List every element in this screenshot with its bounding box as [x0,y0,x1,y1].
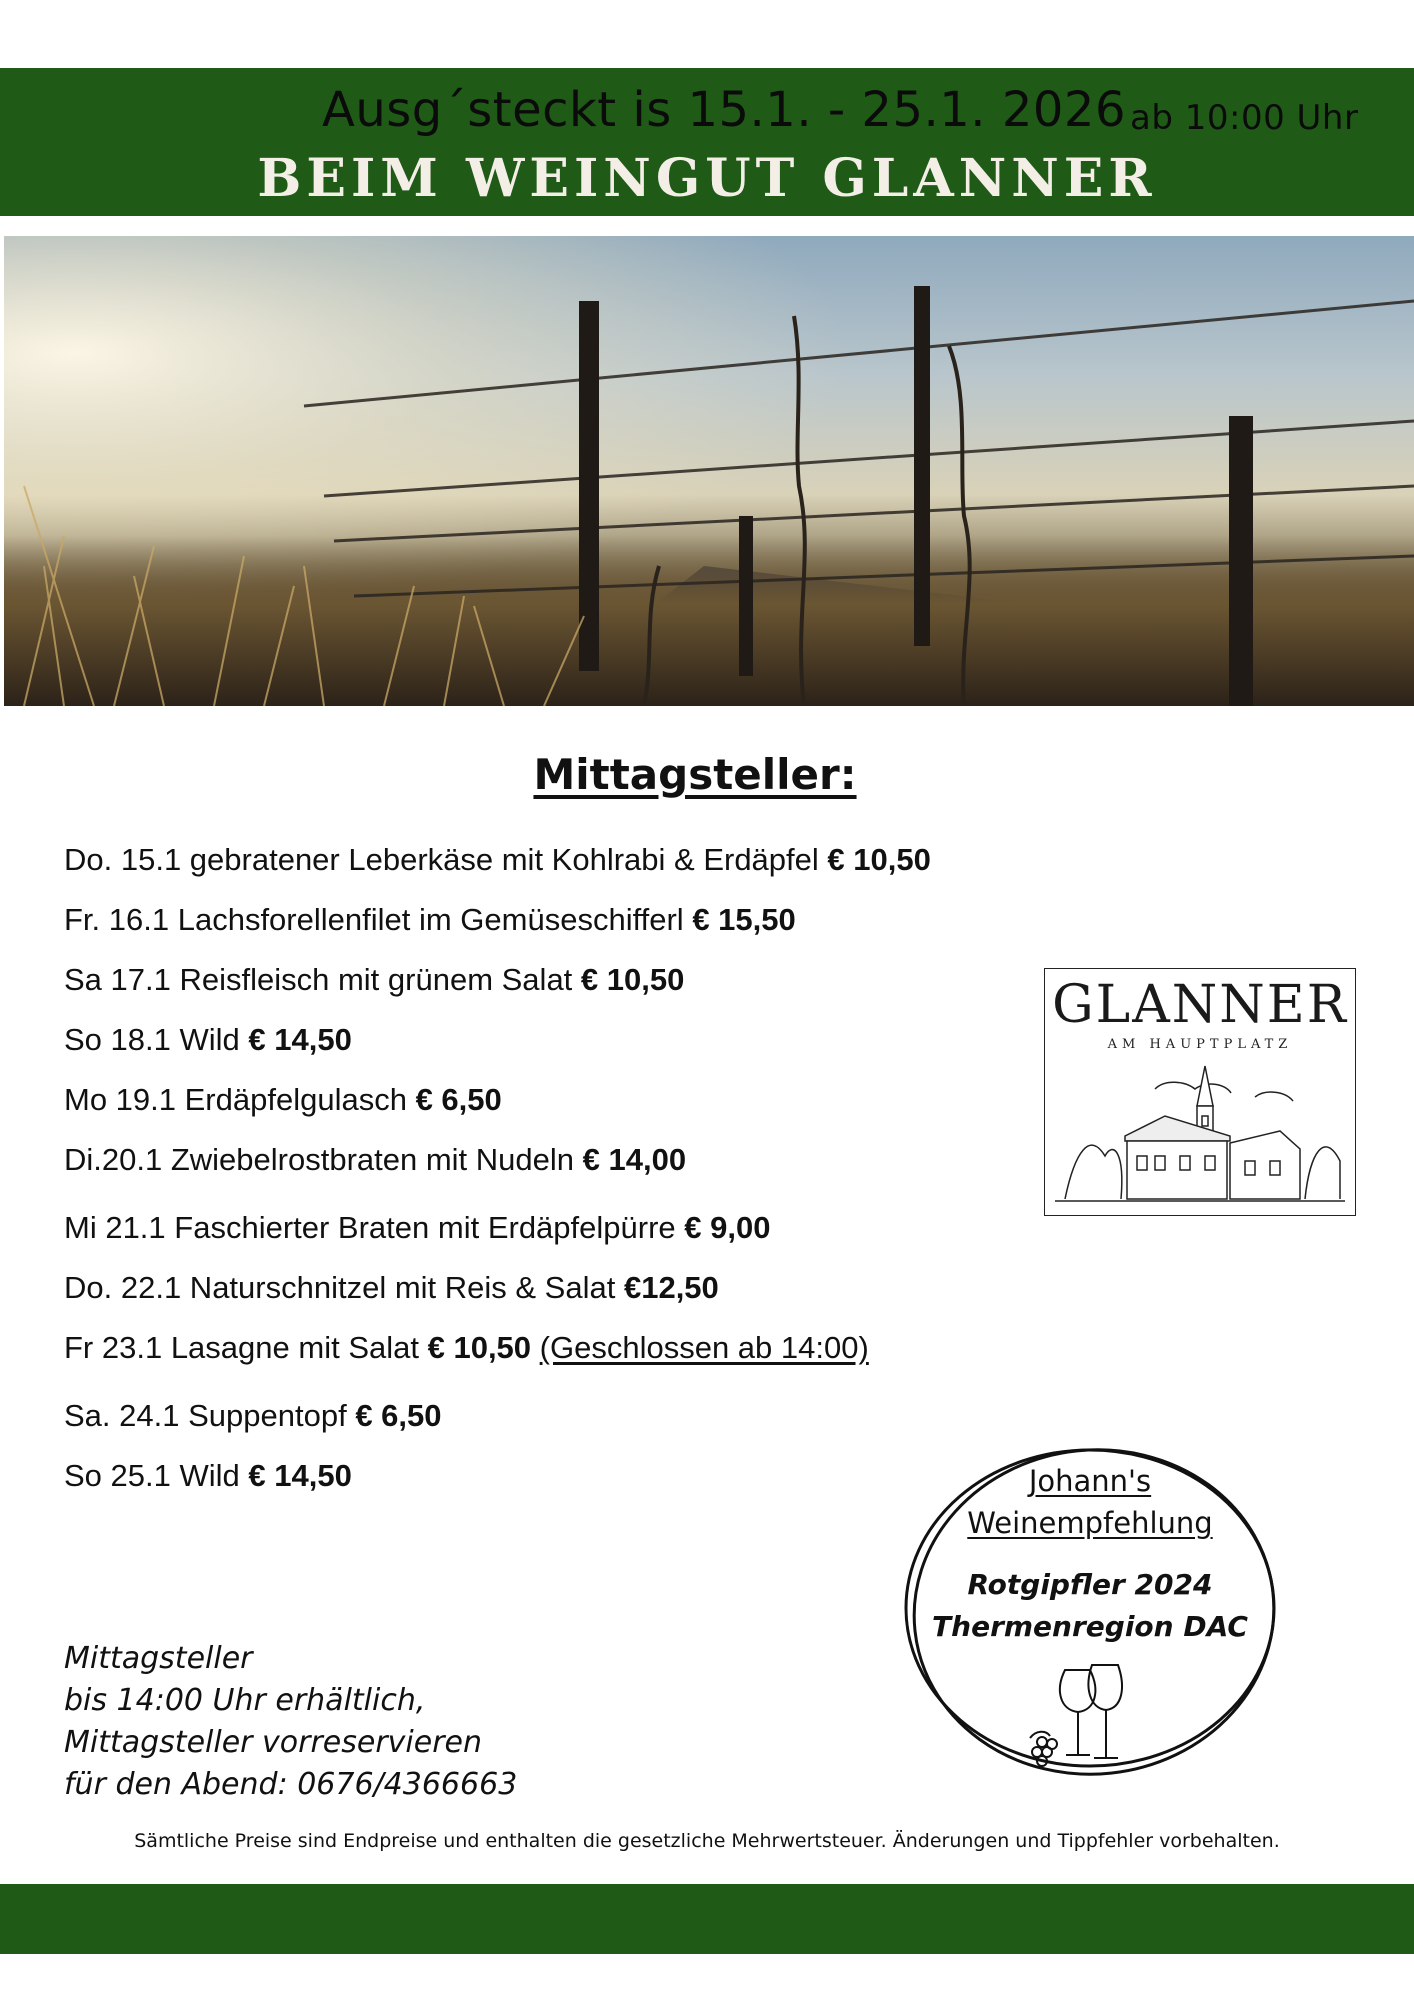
recommendation-heading [900,1460,1280,1544]
menu-item-text: So 25.1 Wild [64,1458,240,1493]
logo-sub: AM HAUPTPLATZ [1107,1037,1293,1052]
menu-item-price: € 6,50 [355,1398,442,1433]
menu-item-price: € 14,50 [248,1458,352,1493]
info-line: Mittagsteller [64,1641,253,1676]
disclaimer: Sämtliche Preise sind Endpreise und enthalten die gesetzliche Mehrwertsteuer. Änderungen und Tippfehler vorbehalten. [134,1830,1280,1852]
menu-item-text: Do. 15.1 gebratener Leberkäse mit Kohlrabi & Erdäpfel [64,842,819,877]
info-note [64,1638,517,1806]
menu-item-price: € 14,00 [582,1142,687,1177]
menu-item-text: Do. 22.1 Naturschnitzel mit Reis & Salat [64,1270,616,1305]
recommendation-wine [900,1564,1280,1648]
menu-item-price: €12,50 [623,1270,719,1305]
menu-item [64,1142,686,1178]
menu-item-text: Sa. 24.1 Suppentopf [64,1398,347,1433]
glanner-logo [1044,968,1356,1216]
heading-line: Johann's [1028,1464,1152,1498]
menu-item [64,842,931,878]
menu-item-text: So 18.1 Wild [64,1022,240,1057]
wine-line: Rotgipfler 2024 [967,1568,1213,1601]
subhead: BEIM WEINGUT GLANNER [257,148,1157,209]
menu-item-text: Fr 23.1 Lasagne mit Salat [64,1330,419,1365]
wine-line: Thermenregion DAC [932,1610,1248,1643]
menu-item-price: € 10,50 [580,962,685,997]
footer-bar [0,1884,1414,1954]
menu-title: Mittagsteller: [533,750,857,799]
menu-item-text: Mo 19.1 Erdäpfelgulasch [64,1082,407,1117]
menu-item-text: Fr. 16.1 Lachsforellenfilet im Gemüseschifferl [64,902,684,937]
menu-item [64,1270,719,1306]
menu-item-price: € 15,50 [692,902,796,937]
info-line: für den Abend: 0676/4366663 [64,1767,518,1802]
menu-item-text: Sa 17.1 Reisfleisch mit grünem Salat [64,962,573,997]
menu-item-price: € 9,00 [684,1210,771,1245]
menu-item-text: Mi 21.1 Faschierter Braten mit Erdäpfelpürre [64,1210,676,1245]
menu-item [64,1398,442,1434]
logo-name: GLANNER [1052,975,1348,1035]
menu-item-price: € 14,50 [248,1022,352,1057]
village-church-sketch-icon [1055,1061,1345,1211]
menu-item-price: € 10,50 [827,842,931,877]
menu-item-text: Di.20.1 Zwiebelrostbraten mit Nudeln [64,1142,575,1177]
info-line: Mittagsteller vorreservieren [64,1725,483,1760]
menu-item-price: € 6,50 [415,1082,502,1117]
menu-item-note: (Geschlossen ab 14:00) [539,1330,869,1365]
header-bar [0,68,1414,216]
wine-recommendation [900,1440,1290,1780]
wine-glasses-icon [1020,1660,1160,1770]
heading-line: Weinempfehlung [967,1506,1213,1540]
headline-dates: Ausg´steckt is 15.1. - 25.1. 2026 [322,82,1126,138]
menu-item [64,1458,352,1494]
vineyard-photo [4,236,1414,706]
menu-item [64,902,796,938]
menu-item [64,1210,770,1246]
menu-item [64,962,684,998]
info-line: bis 14:00 Uhr erhältlich, [64,1683,426,1718]
menu-item [64,1330,869,1366]
headline-time: ab 10:00 Uhr [1130,98,1359,138]
menu-item [64,1022,352,1058]
menu-item-price: € 10,50 [427,1330,532,1365]
menu-item [64,1082,502,1118]
